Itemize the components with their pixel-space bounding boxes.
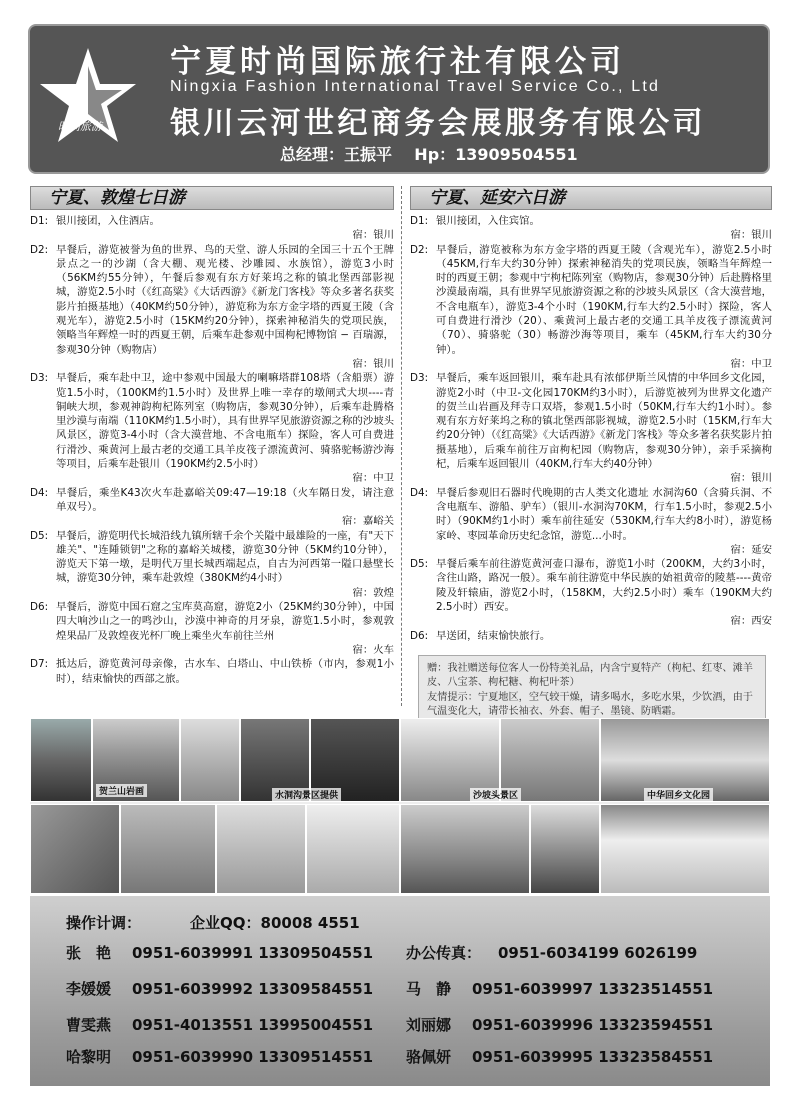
right-tour-title: 宁夏、延安六日游 xyxy=(410,186,772,210)
caption-shapotou: 沙坡头景区 xyxy=(470,788,521,801)
contact-row xyxy=(406,1046,713,1067)
right-tour-column xyxy=(410,186,772,727)
day-lodging: 宿：敦煌 xyxy=(352,586,394,599)
day-label: D7: xyxy=(30,658,49,671)
contact-phones: 0951-6039996 13323594551 xyxy=(472,1016,714,1034)
day-description xyxy=(436,371,772,485)
contact-row xyxy=(66,1014,373,1035)
contact-heading: 操作计调： xyxy=(66,914,142,932)
contact-qq: 企业QQ：80008 4551 xyxy=(190,914,360,932)
photo-collage xyxy=(30,718,770,894)
star-logo-icon xyxy=(38,44,138,154)
contact-name: 张 艳 xyxy=(66,944,112,962)
itinerary-day xyxy=(30,371,394,485)
day-label: D6: xyxy=(30,601,49,614)
day-label: D4: xyxy=(30,486,49,499)
day-lodging: 宿：银川 xyxy=(730,229,772,242)
itinerary-day xyxy=(30,657,394,686)
tips-note: 友情提示：宁夏地区，空气较干燥，请多喝水，多吃水果，少饮酒，由于气温变化大，请带长袖衣、外套、帽子、墨镜、防晒霜。 xyxy=(427,691,753,718)
photo-gallery xyxy=(120,804,216,894)
day-lodging: 宿：西安 xyxy=(730,615,772,628)
itinerary-day xyxy=(410,371,772,485)
contact-phones: 0951-6034199 6026199 xyxy=(498,944,698,962)
day-lodging: 宿：银川 xyxy=(352,357,394,370)
contact-phones: 0951-6039995 13323584551 xyxy=(472,1048,714,1066)
day-label: D2: xyxy=(410,243,429,256)
itinerary-day xyxy=(410,557,772,628)
day-lodging: 宿：中卫 xyxy=(352,472,394,485)
day-description xyxy=(436,557,772,628)
photo-statue xyxy=(530,804,600,894)
itinerary-day xyxy=(410,214,772,243)
itinerary-day xyxy=(410,486,772,557)
itinerary-day xyxy=(30,214,394,243)
contact-row xyxy=(66,942,373,963)
left-tour-itinerary xyxy=(30,214,394,686)
contact-row xyxy=(406,1014,713,1035)
photo-rock-art xyxy=(30,804,120,894)
contact-name: 曹雯燕 xyxy=(66,1016,112,1034)
company2-name-cn: 银川云河世纪商务会展服务有限公司 xyxy=(170,106,706,141)
company-name-en: Ningxia Fashion International Travel Service Co., Ltd xyxy=(170,78,661,95)
contact-name: 办公传真： xyxy=(406,944,482,962)
contact-row xyxy=(406,942,697,963)
day-description xyxy=(56,657,394,686)
column-divider xyxy=(401,186,402,706)
day-lodging: 宿：中卫 xyxy=(730,357,772,370)
day-description xyxy=(56,600,394,657)
day-description xyxy=(56,529,394,600)
day-lodging: 宿：火车 xyxy=(352,643,394,656)
day-text: 银川接团，入住酒店。 xyxy=(56,215,160,227)
manager-label: 总经理：王振平 xyxy=(280,145,393,164)
contact-row xyxy=(66,978,373,999)
photo-exhibit xyxy=(216,804,306,894)
day-text: 早餐后乘车前往游览黄河壶口瀑布，游览1小时（200KM，大约3小时，含往山路，路况一般）。乘车前往游览中华民族的始祖黄帝的陵墓----黄帝陵及轩辕庙，游览2小时，（158KM，大约2.5小时）乘车（190KM大约2.5小时）西安。 xyxy=(436,558,772,614)
day-text: 早餐后，游览中国石窟之宝库莫高窟，游览2小（25KM约30分钟），中国四大响沙山之一的鸣沙山，沙漠中神奇的月牙泉，游览1.5小时，参观敦煌果品厂及敦煌夜光杯厂晚上乘坐火车前往兰州 xyxy=(56,601,394,642)
caption-hui-culture-park: 中华回乡文化园 xyxy=(644,788,713,801)
itinerary-day xyxy=(30,529,394,600)
day-description xyxy=(436,486,772,557)
caption-shuidonggou: 水洞沟景区提供 xyxy=(272,788,341,801)
day-label: D1: xyxy=(410,215,429,227)
day-description xyxy=(436,214,772,243)
right-tour-itinerary xyxy=(410,214,772,643)
day-text: 早餐后，游览被誉为鱼的世界、鸟的天堂、游人乐园的全国三十五个王牌景点之一的沙湖（含大棚、观光楼、沙雕园、水族馆），游览3小时（56KM约55分钟），午餐后参观有东方好莱坞之称的镇北堡西部影视城，游览2.5小时（《红高粱》《大话西游》《新龙门客栈》等众多著名获奖影片拍摄基地）（40KM约50分钟），游览称为东方金字塔的西夏王陵（含观光车），游览2.5小时（15KM约20分钟），探索神秘消失的党项民族，领略当年辉煌一时的西夏王朝，后乘车赴参观中国枸杞博物馆 − 百瑞源，参观30分钟（购物店） xyxy=(56,243,394,356)
contact-name: 李媛媛 xyxy=(66,980,112,998)
day-text: 早餐后，游览被称为东方金字塔的西夏王陵（含观光车），游览2.5小时（45KM,行车大约30分钟）探索神秘消失的党项民族，领略当年辉煌一时的西夏王朝；参观中宁枸杞陈列室（购物店，参观30分钟）后赴腾格里沙漠最南端，具有世界罕见旅游资源之称的沙坡头风景区（含大漠营地，不含电瓶车），游览3-4个小时（190KM,行车大约2.5小时）探险，客人可自费进行滑沙（20）、乘黄河上最古老的交通工具羊皮筏子漂流黄河（70）、骑骆驼（30）畅游沙海等项目，乘车（45KM,行车大约30分钟）。 xyxy=(436,243,772,356)
day-label: D5: xyxy=(410,558,429,571)
gift-tips-box xyxy=(418,655,766,727)
photo-monuments xyxy=(306,804,400,894)
contact-phones: 0951-6039991 13309504551 xyxy=(132,944,374,962)
day-label: D3: xyxy=(30,372,49,385)
day-lodging: 宿：嘉峪关 xyxy=(342,515,394,528)
day-text: 早餐后参观旧石器时代晚期的古人类文化遗址 水洞沟60（含骑兵洞、不含电瓶车、游船、驴车）（银川-水洞沟70KM，行车1.5小时，参观2.5小时）（90KM约1小时）乘车前往延安（530KM,行车大约8小时），游览杨家岭、枣园革命历史纪念馆，游览...小时。 xyxy=(436,486,772,542)
day-label: D3: xyxy=(410,372,429,385)
day-description xyxy=(56,486,394,529)
day-text: 银川接团，入住宾馆。 xyxy=(436,215,540,227)
itinerary-day xyxy=(410,629,772,643)
contact-row xyxy=(406,978,713,999)
contact-phones: 0951-6039997 13323514551 xyxy=(472,980,714,998)
logo-text: 时尚旅游 xyxy=(58,121,102,133)
caption-helan-rock-art: 贺兰山岩画 xyxy=(96,784,147,797)
left-tour-column xyxy=(30,186,394,686)
itinerary-day xyxy=(30,243,394,372)
manager-info xyxy=(280,142,578,165)
day-label: D1: xyxy=(30,215,49,227)
contact-phones: 0951-6039990 13309514551 xyxy=(132,1048,374,1066)
photo-buildings xyxy=(30,718,92,802)
day-label: D5: xyxy=(30,529,49,542)
day-text: 抵达后，游览黄河母亲像，古水车、白塔山、中山铁桥（市内，参观1小时），结束愉快的西部之旅。 xyxy=(56,658,394,685)
contact-name: 哈黎明 xyxy=(66,1048,112,1066)
day-lodging: 宿：银川 xyxy=(730,472,772,485)
day-description xyxy=(436,629,772,643)
gift-note: 赠：我社赠送每位客人一份特美礼品，内含宁夏特产（枸杞、红枣、滩羊皮、八宝茶、枸杞糖、枸杞叶茶） xyxy=(427,662,753,689)
day-label: D2: xyxy=(30,243,49,256)
day-lodging: 宿：银川 xyxy=(352,229,394,242)
day-description xyxy=(436,243,772,372)
day-lodging: 宿：延安 xyxy=(730,543,772,556)
photo-hills xyxy=(180,718,240,802)
itinerary-day xyxy=(30,486,394,529)
itinerary-day xyxy=(410,243,772,372)
contact-phones: 0951-4013551 13995004551 xyxy=(132,1016,374,1034)
day-text: 早餐后，乘车赴中卫，途中参观中国最大的喇嘛塔群108塔（含船票）游览1.5小时，（100KM约1.5小时）及世界上唯一幸存的墩闸式大坝----青铜峡大坝，参观神韵枸杞陈列室（购物店，参观30分钟），后乘车赴腾格里沙漠与南端（110KM约1.5小时），具有世界罕见旅游资源之称的沙坡头风景区，游览3-4小时（含大漠营地、不含电瓶车）探险，客人可自费进行滑沙、乘黄河上最古老的交通工具羊皮筏子漂流黄河、骑骆驼畅游沙海等项目，后乘车赴银川（190KM约2.5小时） xyxy=(56,372,394,471)
contact-phones: 0951-6039992 13309584551 xyxy=(132,980,374,998)
day-text: 早餐后，乘坐K43次火车赴嘉峪关09:47—19:18（火车隔日发，请注意单双号）。 xyxy=(56,486,394,513)
day-text: 早餐后，游览明代长城沿线九镇所辖千余个关隘中最雄险的一座，有"天下雄关"、"连陲锁钥"之称的嘉峪关城楼，游览30分钟（5KM约10分钟），游览天下第一墩，是明代万里长城西端起点，自古为河西第一隘口悬壁长城，游览30分钟，乘车赴敦煌（380KM约4小时） xyxy=(56,529,394,585)
contact-name: 骆佩妍 xyxy=(406,1048,452,1066)
header-banner xyxy=(28,24,770,174)
company-name-cn: 宁夏时尚国际旅行社有限公司 xyxy=(170,44,625,80)
itinerary-day xyxy=(30,600,394,657)
day-text: 早餐后，乘车返回银川，乘车赴具有浓郁伊斯兰风情的中华回乡文化园，游览2小时（中卫-文化园170KM约3小时），后游览被列为世界文化遗产的贺兰山岩画及拜寺口双塔，参观1.5小时（50KM,行车大约1小时）。参观有东方好莱坞之称的镇北堡西部影视城，游览2.5小时（15KM,行车大约20分钟）（《红高粱》《大话西游》《新龙门客栈》等众多著名获奖影片拍摄基地），后乘车前往万亩枸杞园（购物店，参观30分钟），亲手采摘枸杞，后乘车返回银川（40KM,行车大约40分钟） xyxy=(436,372,772,471)
contact-name: 刘丽娜 xyxy=(406,1016,452,1034)
photo-mosque-white xyxy=(600,804,770,894)
day-description xyxy=(56,214,394,243)
left-tour-title: 宁夏、敦煌七日游 xyxy=(30,186,394,210)
day-label: D4: xyxy=(410,486,429,499)
contact-section xyxy=(30,896,770,1086)
day-label: D6: xyxy=(410,629,429,642)
day-description xyxy=(56,243,394,372)
day-text: 早送团，结束愉快旅行。 xyxy=(436,629,551,642)
manager-phone: Hp：13909504551 xyxy=(414,145,578,164)
contact-row xyxy=(66,1046,373,1067)
photo-dunes xyxy=(400,804,530,894)
contact-name: 马 静 xyxy=(406,980,452,998)
day-description xyxy=(56,371,394,485)
